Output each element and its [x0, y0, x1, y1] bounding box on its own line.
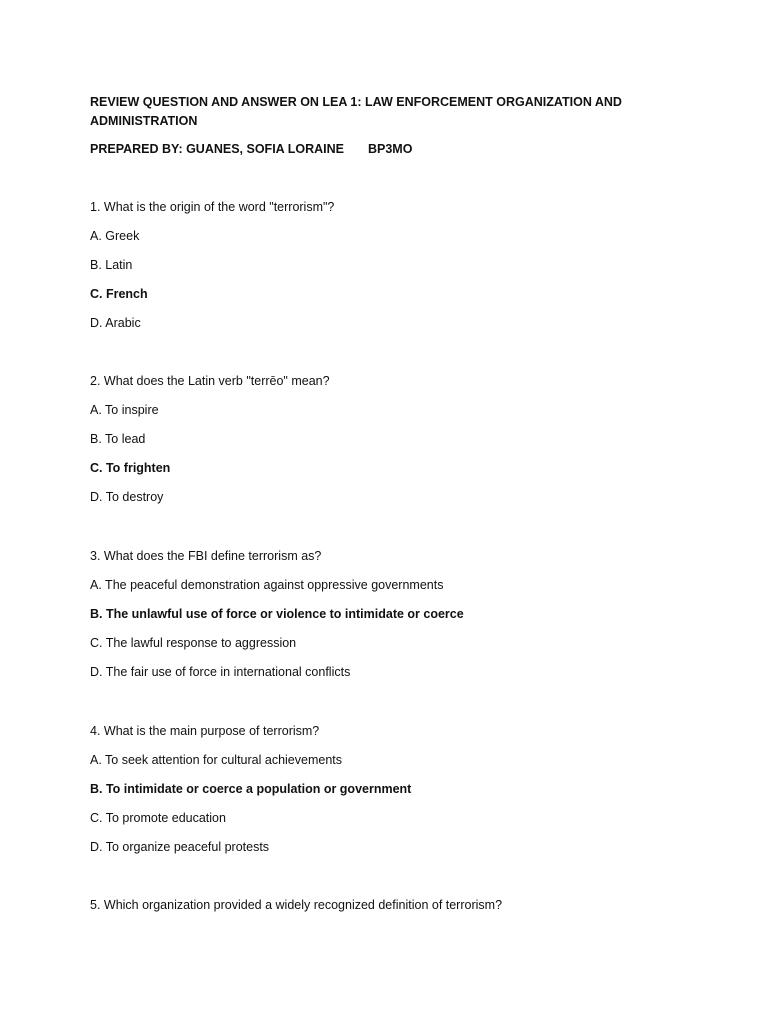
prepared-by: PREPARED BY: GUANES, SOFIA LORAINE	[90, 142, 344, 156]
option-d: D. To organize peaceful protests	[90, 840, 270, 854]
option-b: B. To lead	[90, 432, 146, 446]
section-code: BP3MO	[367, 142, 413, 156]
option-c-correct: C. To frighten	[90, 461, 171, 475]
option-c: C. The lawful response to aggression	[90, 636, 297, 650]
question-text: 4. What is the main purpose of terrorism?	[90, 724, 320, 738]
option-d: D. To destroy	[90, 490, 164, 504]
question-block-4	[90, 722, 710, 867]
question-block-3	[90, 547, 710, 692]
option-b-correct: B. The unlawful use of force or violence to intimidate or coerce	[90, 607, 464, 621]
question-block-5	[90, 896, 710, 925]
option-a: A. The peaceful demonstration against oppressive governments	[90, 578, 444, 592]
question-text: 1. What is the origin of the word "terrorism"?	[90, 200, 335, 214]
question-block-2	[90, 372, 710, 517]
question-text: 2. What does the Latin verb "terrēo" mean?	[90, 374, 330, 388]
option-c-correct: C. French	[90, 287, 148, 301]
question-block-1	[90, 198, 710, 343]
question-text: 3. What does the FBI define terrorism as?	[90, 549, 322, 563]
document-title: REVIEW QUESTION AND ANSWER ON LEA 1: LAW ENFORCEMENT ORGANIZATION AND ADMINISTRATION	[90, 95, 622, 128]
option-a: A. To inspire	[90, 403, 159, 417]
option-b: B. Latin	[90, 258, 133, 272]
prepared-by-line	[90, 140, 412, 159]
option-b-correct: B. To intimidate or coerce a population or government	[90, 782, 412, 796]
option-d: D. The fair use of force in international conflicts	[90, 665, 351, 679]
option-c: C. To promote education	[90, 811, 226, 825]
option-a: A. To seek attention for cultural achievements	[90, 753, 342, 767]
question-text: 5. Which organization provided a widely recognized definition of terrorism?	[90, 898, 503, 912]
option-d: D. Arabic	[90, 316, 141, 330]
option-a: A. Greek	[90, 229, 140, 243]
